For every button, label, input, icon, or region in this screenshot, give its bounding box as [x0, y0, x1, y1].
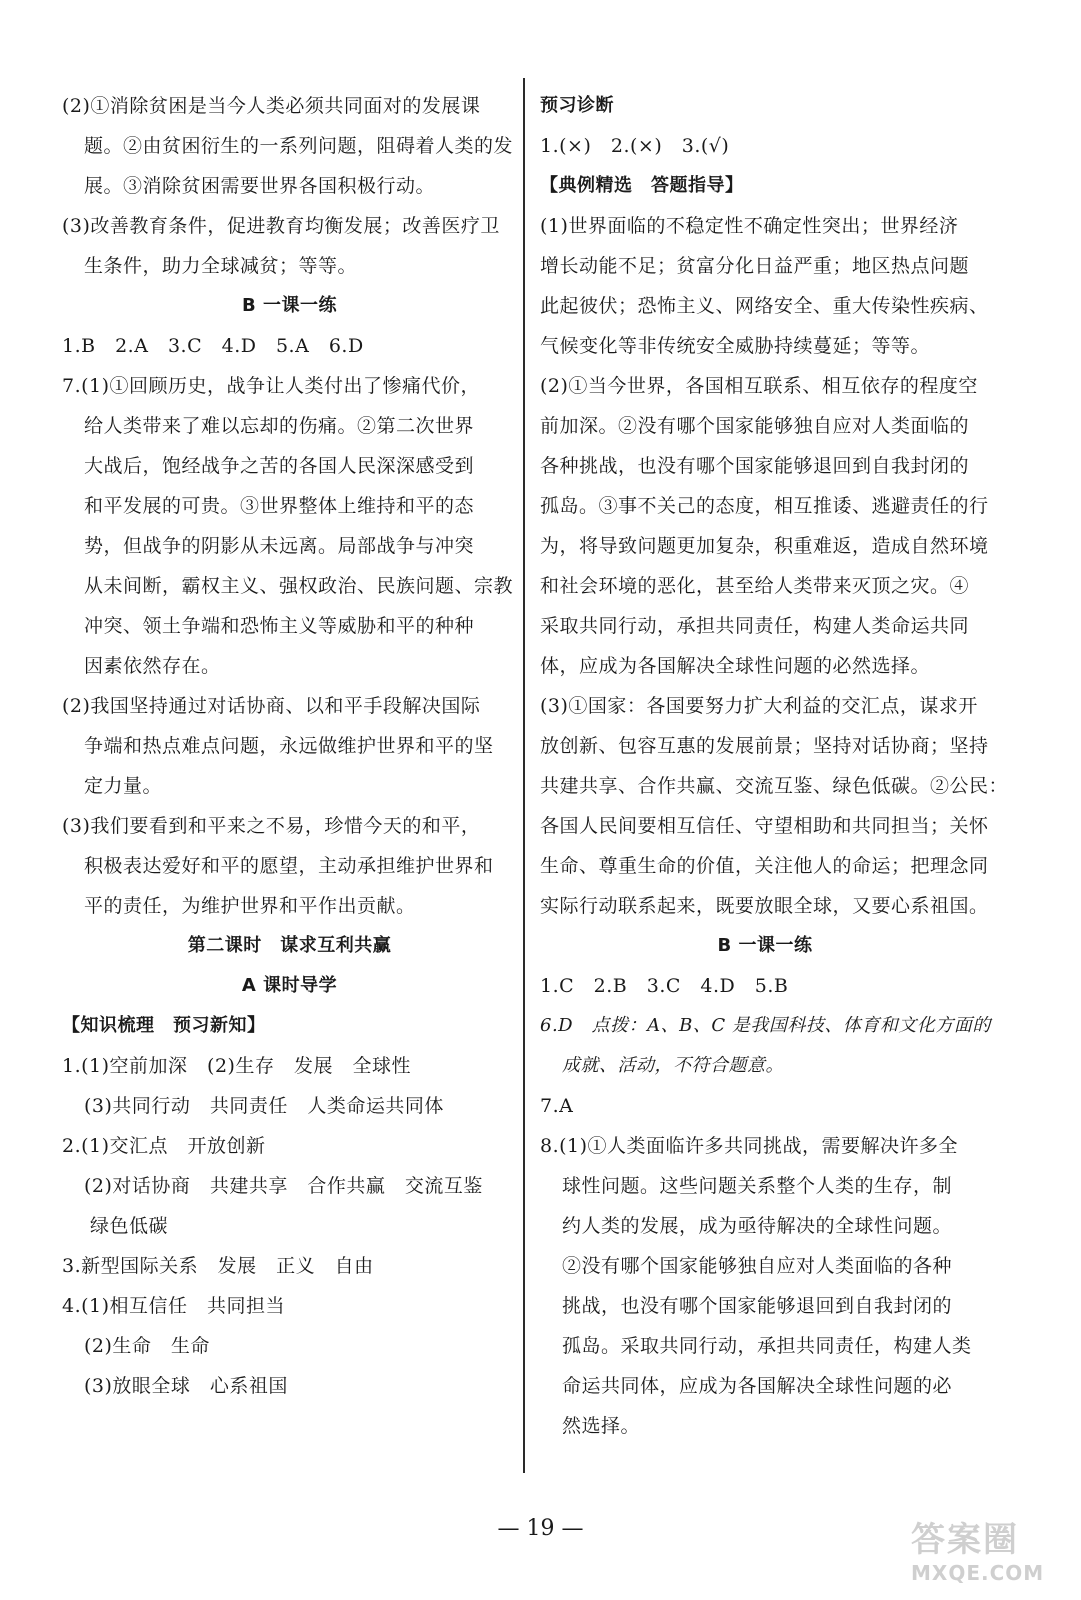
- page-number: — 19 —: [497, 1516, 584, 1541]
- left-column: [62, 86, 517, 1406]
- section-heading: A 课时导学: [241, 975, 338, 996]
- text-line: 8.(1)①人类面临许多共同挑战，需要解决许多全: [540, 1135, 959, 1157]
- text-line: 此起彼伏；恐怖主义、网络安全、重大传染性疾病、: [540, 295, 989, 317]
- text-line: (3)改善教育条件，促进教育均衡发展；改善医疗卫: [62, 215, 500, 237]
- answer-line: (3)共同行动 共同责任 人类命运共同体: [84, 1095, 444, 1117]
- subsection-heading: 【典例精选 答题指导】: [540, 175, 744, 196]
- answer-line: 成就、活动，不符合题意。: [562, 1055, 784, 1076]
- text-line: 生条件，助力全球减贫；等等。: [84, 255, 358, 277]
- text-line: 冲突、领土争端和恐怖主义等威胁和平的种种: [84, 615, 475, 637]
- answer-line: 1.(×) 2.(×) 3.(√): [540, 135, 730, 157]
- watermark-url: MXQE.COM: [911, 1561, 1045, 1585]
- text-line: 为，将导致问题更加复杂，积重难返，造成自然环境: [540, 535, 989, 557]
- text-line: ②没有哪个国家能够独自应对人类面临的各种: [562, 1255, 953, 1277]
- text-line: 前加深。②没有哪个国家能够独自应对人类面临的: [540, 415, 970, 437]
- text-line: 势，但战争的阴影从未远离。局部战争与冲突: [84, 535, 475, 557]
- text-line: 球性问题。这些问题关系整个人类的生存，制: [562, 1175, 953, 1197]
- text-line: 定力量。: [84, 775, 163, 797]
- answer-line: 1.(1)空前加深 (2)生存 发展 全球性: [62, 1055, 411, 1077]
- text-line: 各国人民间要相互信任、守望相助和共同担当；关怀: [540, 815, 989, 837]
- text-line: 和社会环境的恶化，甚至给人类带来灭顶之灾。④: [540, 575, 970, 597]
- text-line: 争端和热点难点问题，永远做维护世界和平的坚: [84, 735, 494, 757]
- text-line: 共建共享、合作共赢、交流互鉴、绿色低碳。②公民：: [540, 775, 1009, 797]
- lesson-title: 第二课时 谋求互利共赢: [187, 935, 392, 956]
- text-line: 生命、尊重生命的价值，关注他人的命运；把理念同: [540, 855, 989, 877]
- text-line: 给人类带来了难以忘却的伤痛。②第二次世界: [84, 415, 475, 437]
- answer-line: 6.D 点拨：A、B、C 是我国科技、体育和文化方面的: [540, 1015, 991, 1036]
- section-heading: B 一课一练: [242, 295, 337, 316]
- text-line: 因素依然存在。: [84, 655, 221, 677]
- answer-line: (2)生命 生命: [84, 1335, 210, 1357]
- text-line: (1)世界面临的不稳定性不确定性突出；世界经济: [540, 215, 959, 237]
- text-line: 从未间断，霸权主义、强权政治、民族问题、宗教: [84, 575, 514, 597]
- watermark-text: 答案圈: [911, 1520, 1019, 1560]
- text-line: 和平发展的可贵。③世界整体上维持和平的态: [84, 495, 475, 517]
- text-line: 然选择。: [562, 1415, 641, 1437]
- text-line: 展。③消除贫困需要世界各国积极行动。: [84, 175, 436, 197]
- text-line: 实际行动联系起来，既要放眼全球，又要心系祖国。: [540, 895, 989, 917]
- text-line: 积极表达爱好和平的愿望，主动承担维护世界和: [84, 855, 494, 877]
- answer-line: 7.A: [540, 1095, 574, 1117]
- answer-line: 1.C 2.B 3.C 4.D 5.B: [540, 975, 789, 997]
- text-line: (3)我们要看到和平来之不易，珍惜今天的和平，: [62, 815, 481, 837]
- answer-line: (2)对话协商 共建共享 合作共赢 交流互鉴: [84, 1175, 483, 1197]
- answer-line: (3)放眼全球 心系祖国: [84, 1375, 288, 1397]
- text-line: 挑战，也没有哪个国家能够退回到自我封闭的: [562, 1295, 953, 1317]
- text-line: 命运共同体，应成为各国解决全球性问题的必: [562, 1375, 953, 1397]
- text-line: 孤岛。③事不关己的态度，相互推诿、逃避责任的行: [540, 495, 989, 517]
- text-line: 约人类的发展，成为亟待解决的全球性问题。: [562, 1215, 953, 1237]
- text-line: 孤岛。采取共同行动，承担共同责任，构建人类: [562, 1335, 972, 1357]
- answer-line: 4.(1)相互信任 共同担当: [62, 1295, 286, 1317]
- text-line: (2)①当今世界，各国相互联系、相互依存的程度空: [540, 375, 978, 397]
- text-line: 增长动能不足；贫富分化日益严重；地区热点问题: [540, 255, 970, 277]
- text-line: (3)①国家：各国要努力扩大利益的交汇点，谋求开: [540, 695, 978, 717]
- text-line: 采取共同行动，承担共同责任，构建人类命运共同: [540, 615, 970, 637]
- answer-line: 绿色低碳: [90, 1215, 169, 1237]
- watermark-logo: [911, 1512, 1061, 1585]
- text-line: 题。②由贫困衍生的一系列问题，阻碍着人类的发: [84, 135, 514, 157]
- section-heading: B 一课一练: [717, 935, 813, 956]
- text-line: 各种挑战，也没有哪个国家能够退回到自我封闭的: [540, 455, 970, 477]
- text-line: 大战后，饱经战争之苦的各国人民深深感受到: [84, 455, 475, 477]
- text-line: (2)我国坚持通过对话协商、以和平手段解决国际: [62, 695, 481, 717]
- text-line: (2)①消除贫困是当今人类必须共同面对的发展课: [62, 95, 481, 117]
- answer-line: 2.(1)交汇点 开放创新: [62, 1135, 266, 1157]
- text-line: 体，应成为各国解决全球性问题的必然选择。: [540, 655, 931, 677]
- text-line: 平的责任，为维护世界和平作出贡献。: [84, 895, 416, 917]
- answer-line: 3.新型国际关系 发展 正义 自由: [62, 1255, 374, 1277]
- column-divider: [523, 78, 525, 1473]
- text-line: 气候变化等非传统安全威胁持续蔓延；等等。: [540, 335, 931, 357]
- answer-line: 1.B 2.A 3.C 4.D 5.A 6.D: [62, 335, 364, 357]
- subsection-heading: 【知识梳理 预习新知】: [62, 1015, 266, 1036]
- subsection-heading: 预习诊断: [540, 95, 614, 116]
- right-column: [540, 86, 1009, 1446]
- text-line: 放创新、包容互惠的发展前景；坚持对话协商；坚持: [540, 735, 989, 757]
- text-line: 7.(1)①回顾历史，战争让人类付出了惨痛代价，: [62, 375, 481, 397]
